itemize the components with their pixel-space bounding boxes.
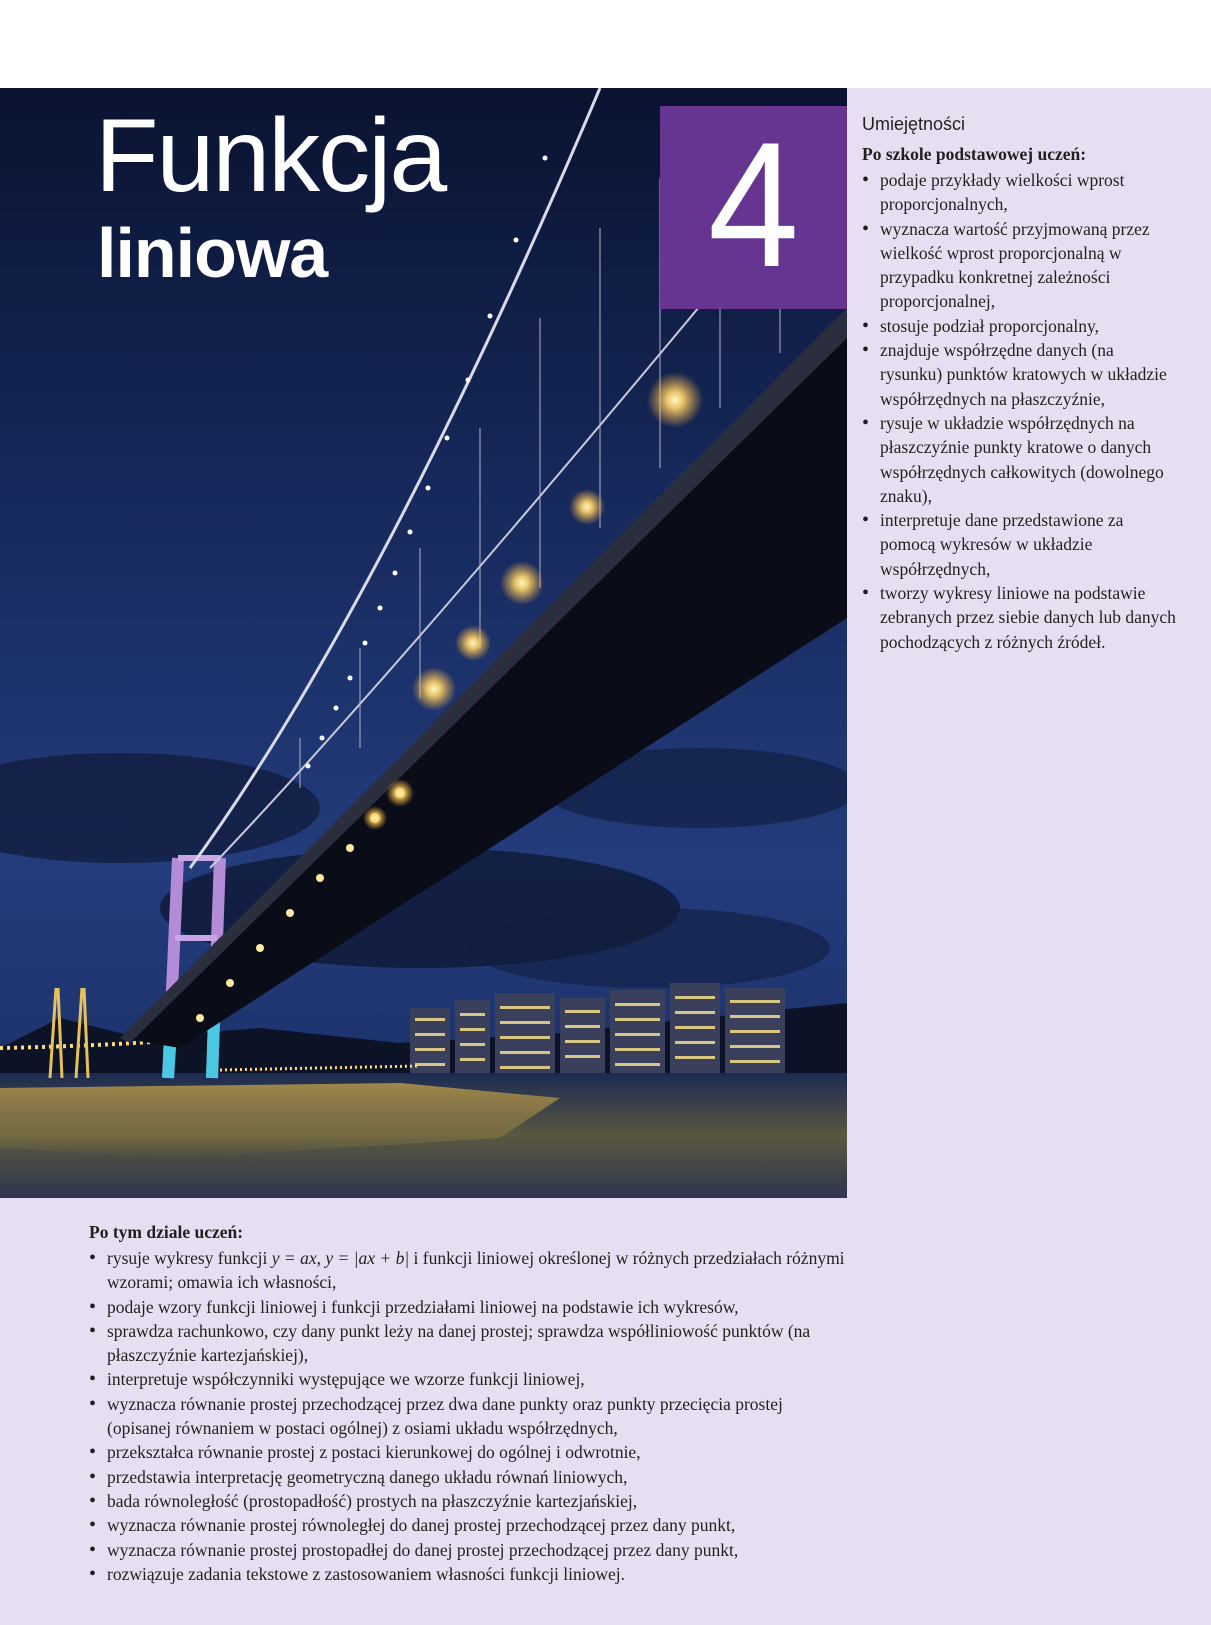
skills-section [862, 114, 1202, 654]
list-item [89, 1246, 849, 1295]
list-item-text: rysuje wykresy funkcji [107, 1248, 272, 1268]
list-item: • stosuje podział proporcjonalny, [862, 314, 1180, 338]
after-heading: Po tym dziale uczeń: [89, 1222, 244, 1242]
list-item: • sprawdza rachunkowo, czy dany punkt leży na danej prostej; sprawdza współliniowość punktów (na płaszczyźnie kartezjańskiej), [89, 1319, 849, 1368]
list-item: • przekształca równanie prostej z postaci kierunkowej do ogólnej i odwrotnie, [89, 1440, 849, 1464]
list-item: • znajduje współrzędne danych (na rysunku) punktów kratowych w układzie współrzędnych na płaszczyźnie, [862, 338, 1180, 411]
list-item: • wyznacza równanie prostej równoległej do danej prostej przechodzącej przez dany punkt, [89, 1513, 849, 1537]
list-item: • rysuje w układzie współrzędnych na płaszczyźnie punkty kratowe o danych współrzędnych całkowitych (dowolnego znaku), [862, 411, 1180, 508]
list-item: • tworzy wykresy liniowe na podstawie zebranych przez siebie danych lub danych pochodzących z różnych źródeł. [862, 581, 1180, 654]
after-list [89, 1246, 849, 1586]
formula-absolute: y = |ax + b| [325, 1248, 410, 1268]
list-item: • wyznacza równanie prostej przechodzącej przez dwa dane punkty oraz punkty przecięcia prostej (opisanej równaniem w postaci ogólnej) z osiami układu współrzędnych, [89, 1392, 849, 1441]
list-item: • rozwiązuje zadania tekstowe z zastosowaniem własności funkcji liniowej. [89, 1562, 849, 1586]
list-item: • interpretuje współczynniki występujące we wzorze funkcji liniowej, [89, 1367, 849, 1391]
chapter-number: 4 [707, 104, 800, 304]
skills-heading: Umiejętności [862, 114, 966, 134]
list-item-text: i funkcji liniowej określonej w różnych przedziałach różnymi wzorami; omawia ich własności, [107, 1248, 845, 1293]
list-item: • bada równoległość (prostopadłość) prostych na płaszczyźnie kartezjańskiej, [89, 1489, 849, 1513]
chapter-title-line2: liniowa [97, 214, 328, 292]
formula-linear: y = ax [271, 1248, 317, 1268]
list-item: • podaje wzory funkcji liniowej i funkcji przedziałami liniowej na podstawie ich wykresów, [89, 1295, 849, 1319]
list-item: • przedstawia interpretację geometryczną danego układu równań liniowych, [89, 1465, 849, 1489]
list-item: • interpretuje dane przedstawione za pomocą wykresów w układzie współrzędnych, [862, 508, 1180, 581]
list-item: • wyznacza wartość przyjmowaną przez wielkość wprost proporcjonalną w przypadku konkretnej zależności proporcjonalnej, [862, 217, 1180, 314]
chapter-title-line1: Funkcja [95, 98, 446, 214]
before-heading: Po szkole podstawowej uczeń: [862, 144, 1087, 164]
list-item: • wyznacza równanie prostej prostopadłej do danej prostej przechodzącej przez dany punkt, [89, 1538, 849, 1562]
chapter-number-box [660, 106, 847, 309]
after-section [89, 1222, 849, 1586]
before-list [862, 168, 1202, 654]
list-item: • podaje przykłady wielkości wprost proporcjonalnych, [862, 168, 1180, 217]
list-item-separator: , [316, 1248, 326, 1268]
